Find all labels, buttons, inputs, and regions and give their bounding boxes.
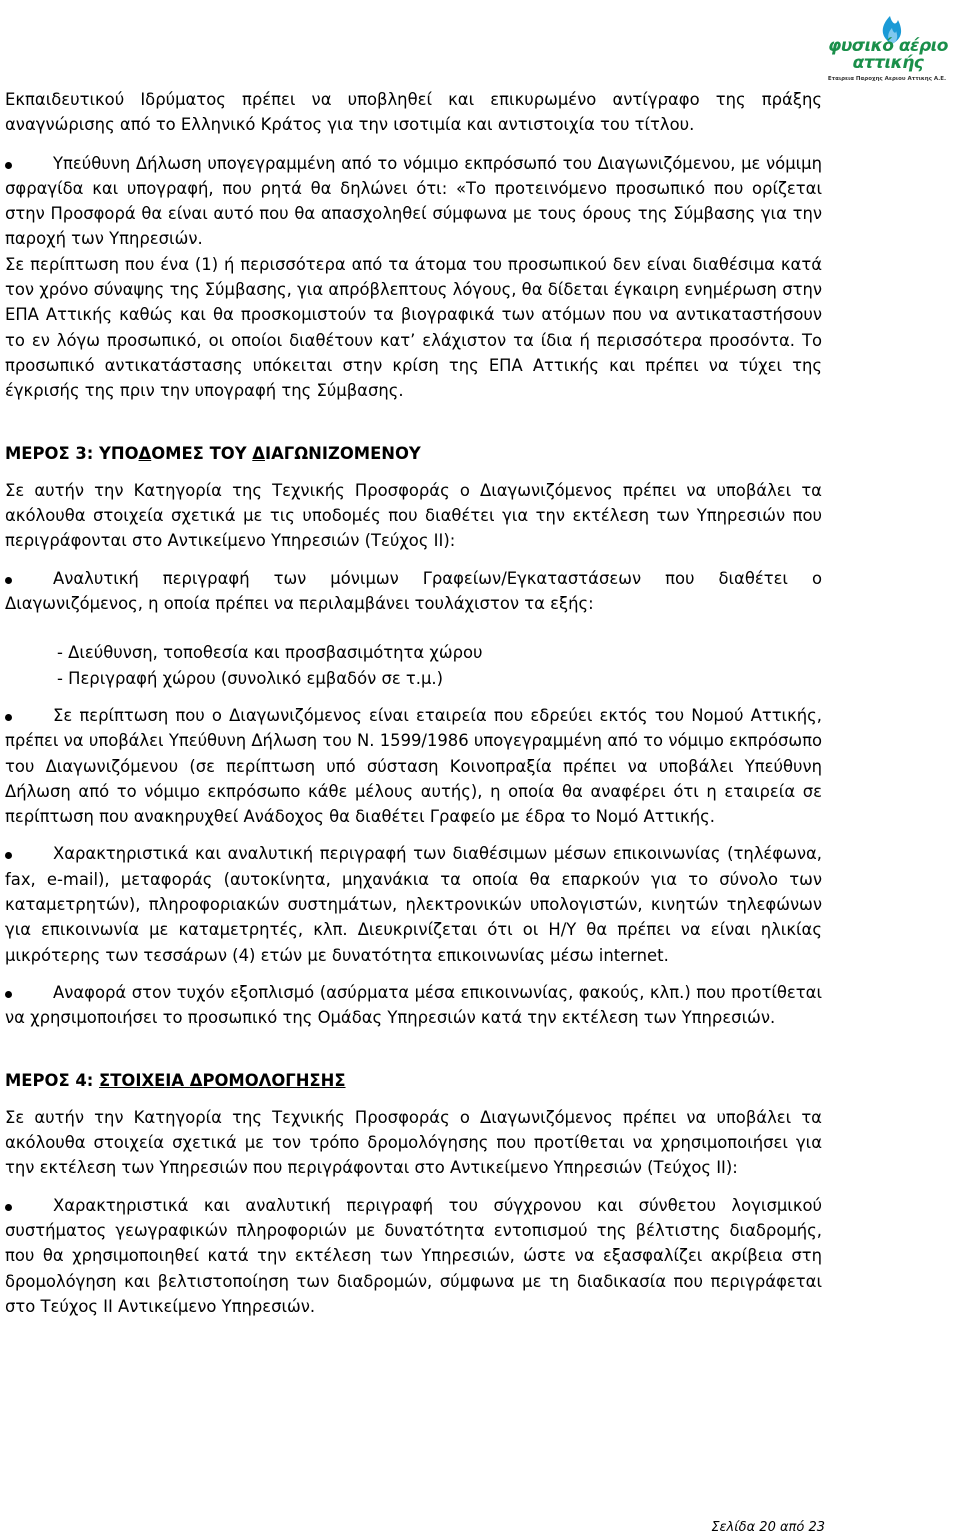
list-item: Χαρακτηριστικά και αναλυτική περιγραφή των διαθέσιμων μέσων επικοινωνίας (τηλέφωνα, fax, e-mail), μεταφοράς (αυτοκίνητα, μηχανάκια τα οποία θα επαρκούν για το σύνολο των καταμετρητών), πληροφοριακών συστημάτων, ηλεκτρονικών υπολογιστών, κινητών τηλεφώνων για επικοινωνία με καταμετρητές, κλπ. Διευκρινίζεται ότι οι Η/Υ θα πρέπει να είναι ηλικίας μικρότερης των τεσσάρων (4) ετών με δυνατότητα επικοινωνίας μέσω internet. (5, 844, 822, 965)
bullet-icon (5, 714, 12, 721)
section-heading-part3: ΜΕΡΟΣ 3: ΥΠΟΔΟΜΕΣ ΤΟΥ ΔΙΑΓΩΝΙΖΟΜΕΝΟΥ (5, 443, 421, 463)
intro-paragraph: Εκπαιδευτικού Ιδρύματος πρέπει να υποβληθεί και επικυρωμένο αντίγραφο της πράξης αναγνώρισης από το Ελληνικό Κράτος για την ισοτιμία και αντιστοιχία του τίτλου. (5, 90, 822, 135)
company-logo (818, 6, 956, 86)
bullet-icon (5, 852, 12, 859)
sub-list-item: - Διεύθυνση, τοποθεσία και προσβασιμότητα χώρου (57, 643, 483, 663)
logo-brand-text: φυσικό αέριο αττικής (828, 36, 948, 73)
bullet-icon (5, 577, 12, 584)
list-item: Αναφορά στον τυχόν εξοπλισμό (ασύρματα μέσα επικοινωνίας, φακούς, κλπ.) που προτίθεται να χρησιμοποιήσει το προσωπικό της Ομάδας Υπηρεσιών κατά την εκτέλεση των Υπηρεσιών. (5, 982, 822, 1028)
logo-tagline: Εταιρεια Παροχης Αεριου Αττικης Α.Ε. (827, 76, 947, 82)
replacement-paragraph: Σε περίπτωση που ένα (1) ή περισσότερα από τα άτομα του προσωπικού δεν είναι διαθέσιμα κατά τον χρόνο σύναψης της Σύμβασης, για απρόβλεπτους λόγους, θα δίδεται έγκαιρη ενημέρωση στην ΕΠΑ Αττικής καθώς και θα προσκομιστούν τα βιογραφικά των ατόμων που να αντικαταστήσουν το εν λόγω προσωπικό, οι οποίοι διαθέτουν κατ’ ελάχιστον τα ίδια ή περισσότερα προσόντα. Το προσωπικό αντικατάστασης υπόκειται στην κρίση της ΕΠΑ Αττικής και πρέπει να τύχει της έγκρισής της πριν την υπογραφή της Σύμβασης. (5, 254, 822, 401)
list-item: Αναλυτική περιγραφή των μόνιμων Γραφείων/Εγκαταστάσεων που διαθέτει ο Διαγωνιζόμενος, η οποία πρέπει να περιλαμβάνει τουλάχιστον τα εξής: (5, 568, 822, 614)
document-body (5, 87, 822, 1319)
section-heading-part4: ΜΕΡΟΣ 4: ΣΤΟΙΧΕΙΑ ΔΡΟΜΟΛΟΓΗΣΗΣ (5, 1070, 346, 1090)
part4-intro: Σε αυτήν την Κατηγορία της Τεχνικής Προσφοράς ο Διαγωνιζόμενος πρέπει να υποβάλει τα ακόλουθα στοιχεία σχετικά με τον τρόπο δρομολόγησης που προτίθεται να χρησιμοποιήσει για την εκτέλεση των Υπηρεσιών που περιγράφονται στο Αντικείμενο Υπηρεσιών (Τεύχος ΙΙ): (5, 1107, 822, 1178)
list-item: Υπεύθυνη Δήλωση υπογεγραμμένη από το νόμιμο εκπρόσωπό του Διαγωνιζόμενου, με νόμιμη σφραγίδα και υπογραφή, που ρητά θα δηλώνει ότι: «Το προτεινόμενο προσωπικό που ορίζεται στην Προσφορά θα είναι αυτό που θα απασχοληθεί σύμφωνα με τους όρους της Σύμβασης για την παροχή των Υπηρεσιών. (5, 153, 822, 249)
page-number: Σελίδα 20 από 23 (711, 1520, 825, 1535)
part3-intro: Σε αυτήν την Κατηγορία της Τεχνικής Προσφοράς ο Διαγωνιζόμενος πρέπει να υποβάλει τα ακόλουθα στοιχεία σχετικά με τις υποδομές που διαθέτει για την εκτέλεση των Υπηρεσιών που περιγράφονται στο Αντικείμενο Υπηρεσιών (Τεύχος ΙΙ): (5, 480, 822, 551)
bullet-icon (5, 162, 12, 169)
sub-list-item: - Περιγραφή χώρου (συνολικό εμβαδόν σε τ.μ.) (57, 668, 444, 688)
bullet-icon (5, 991, 12, 998)
bullet-icon (5, 1204, 12, 1211)
list-item: Σε περίπτωση που ο Διαγωνιζόμενος είναι εταιρεία που εδρεύει εκτός του Νομού Αττικής, πρέπει να υποβάλει Υπεύθυνη Δήλωση του Ν. 1599/1986 υπογεγραμμένη από το νόμιμο εκπρόσωπο του Διαγωνιζόμενου (σε περίπτωση υπό σύσταση Κοινοπραξία πρέπει να υποβάλει Υπεύθυνη Δήλωση από το νόμιμο εκπρόσωπο κάθε μέλους αυτής), η οποία θα αναφέρει ότι η εταιρεία σε περίπτωση που ανακηρυχθεί Ανάδοχος θα διαθέτει Γραφείο με έδρα το Νομό Αττικής. (5, 705, 822, 827)
list-item: Χαρακτηριστικά και αναλυτική περιγραφή του σύγχρονου και σύνθετου λογισμικού συστήματος γεωγραφικών πληροφοριών με δυνατότητα εντοπισμού της βέλτιστης διαδρομής, που θα χρησιμοποιηθεί κατά την εκτέλεση των Υπηρεσιών, ώστε να εξασφαλίζει ακρίβεια στη δρομολόγηση και βελτιστοποίηση των διαδρομών, σύμφωνα με τη διαδικασία που περιγράφεται στο Τεύχος ΙΙ Αντικείμενο Υπηρεσιών. (5, 1195, 822, 1316)
